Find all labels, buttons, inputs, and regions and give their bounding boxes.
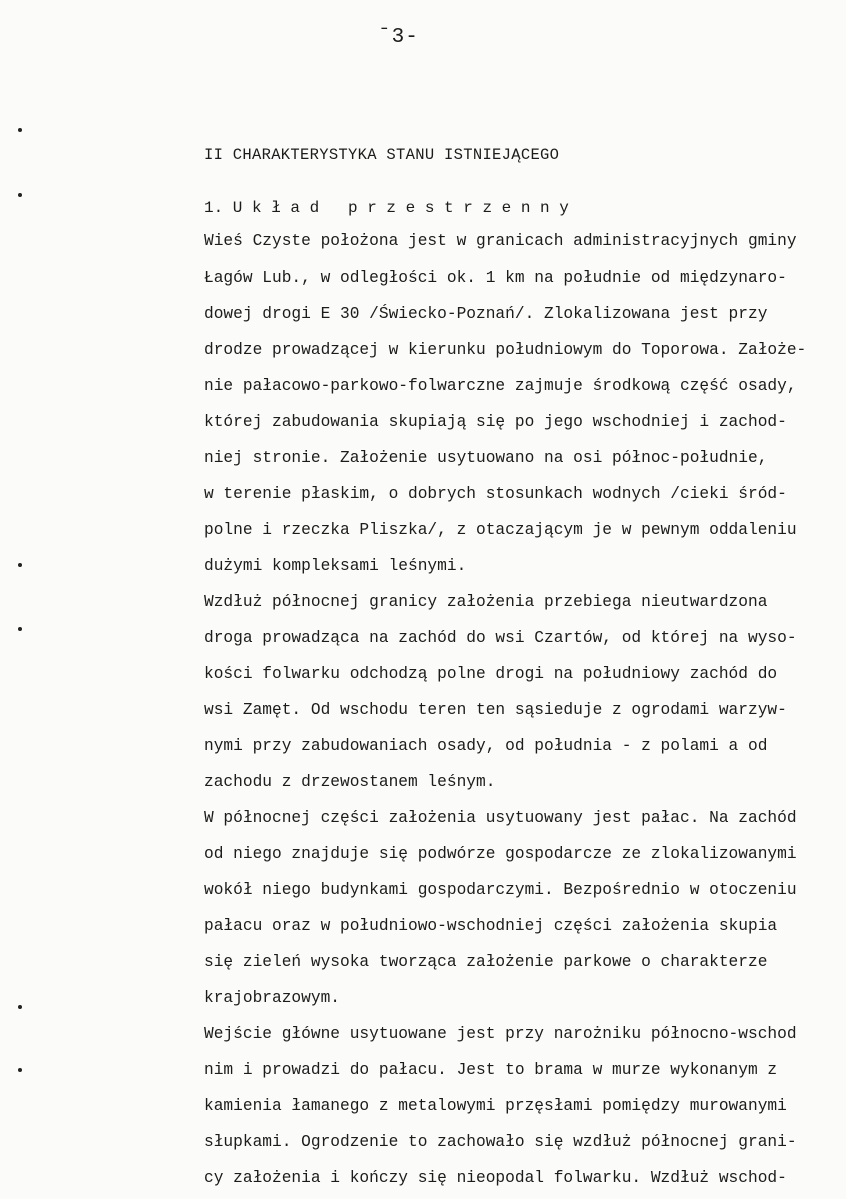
binding-hole-mark xyxy=(18,627,22,631)
text-line: nie pałacowo-parkowo-folwarczne zajmuje środkową część osady, xyxy=(204,377,797,395)
section-heading: II CHARAKTERYSTYKA STANU ISTNIEJĄCEGO xyxy=(204,146,560,164)
text-line: Łagów Lub., w odległości ok. 1 km na południe od międzynaro- xyxy=(204,269,787,287)
text-line: cy założenia i kończy się nieopodal folwarku. Wzdłuż wschod- xyxy=(204,1169,787,1187)
text-line: zachodu z drzewostanem leśnym. xyxy=(204,773,496,791)
text-line: dowej drogi E 30 /Świecko-Poznań/. Zlokalizowana jest przy xyxy=(204,305,768,323)
text-line: od niego znajduje się podwórze gospodarcze ze zlokalizowanymi xyxy=(204,845,797,863)
text-line: wsi Zamęt. Od wschodu teren ten sąsieduje z ogrodami warzyw- xyxy=(204,701,787,719)
binding-hole-mark xyxy=(18,193,22,197)
text-line: nymi przy zabudowaniach osady, od południa - z polami a od xyxy=(204,737,768,755)
text-line: drodze prowadzącej w kierunku południowym do Toporowa. Założe- xyxy=(204,341,807,359)
text-line: kości folwarku odchodzą polne drogi na południowy zachód do xyxy=(204,665,778,683)
text-line: dużymi kompleksami leśnymi. xyxy=(204,557,467,575)
subsection-heading: 1. U k ł a d p r z e s t r z e n n y xyxy=(204,199,569,217)
text-line: słupkami. Ogrodzenie to zachowało się wzdłuż północnej grani- xyxy=(204,1133,797,1151)
page-number: ˉ3- xyxy=(378,26,419,49)
text-line: się zieleń wysoka tworząca założenie parkowe o charakterze xyxy=(204,953,768,971)
binding-hole-mark xyxy=(18,1005,22,1009)
text-line: wokół niego budynkami gospodarczymi. Bezpośrednio w otoczeniu xyxy=(204,881,797,899)
text-line: droga prowadząca na zachód do wsi Czartów, od której na wyso- xyxy=(204,629,797,647)
binding-hole-mark xyxy=(18,563,22,567)
text-line: nim i prowadzi do pałacu. Jest to brama w murze wykonanym z xyxy=(204,1061,778,1079)
text-line: Wejście główne usytuowane jest przy narożniku północno-wschod xyxy=(204,1025,797,1043)
text-line: Wzdłuż północnej granicy założenia przebiega nieutwardzona xyxy=(204,593,768,611)
text-line: Wieś Czyste położona jest w granicach administracyjnych gminy xyxy=(204,232,797,250)
text-line: polne i rzeczka Pliszka/, z otaczającym je w pewnym oddaleniu xyxy=(204,521,797,539)
text-line: pałacu oraz w południowo-wschodniej części założenia skupia xyxy=(204,917,778,935)
binding-hole-mark xyxy=(18,1068,22,1072)
text-line: niej stronie. Założenie usytuowano na osi północ-południe, xyxy=(204,449,768,467)
text-line: w terenie płaskim, o dobrych stosunkach wodnych /cieki śród- xyxy=(204,485,787,503)
text-line: kamienia łamanego z metalowymi przęsłami pomiędzy murowanymi xyxy=(204,1097,787,1115)
text-line: krajobrazowym. xyxy=(204,989,340,1007)
binding-hole-mark xyxy=(18,128,22,132)
text-line: W północnej części założenia usytuowany jest pałac. Na zachód xyxy=(204,809,797,827)
text-line: której zabudowania skupiają się po jego wschodniej i zachod- xyxy=(204,413,787,431)
